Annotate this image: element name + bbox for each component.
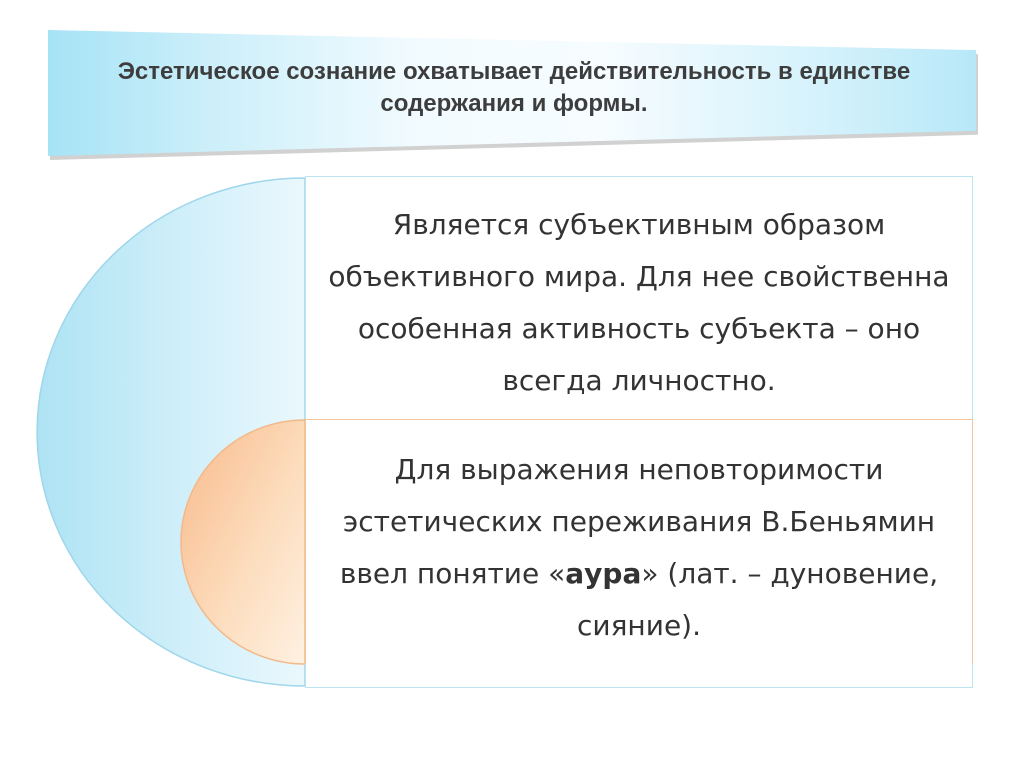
term-aura: аура	[565, 557, 642, 590]
text-block-top	[305, 176, 973, 420]
text-block-top-content: Является субъективным образом объективного мира. Для нее свойственна особенная активность субъекта – оно всегда личностно.	[328, 208, 950, 397]
slide-title: Эстетическое сознание охватывает действительность в единстве содержания и формы.	[117, 58, 911, 117]
text-block-bottom-content	[306, 444, 972, 652]
text-before-term: Для выражения неповторимости эстетических переживания В.Беньямин ввел понятие «	[339, 453, 936, 590]
outer-frame-bottom	[305, 664, 973, 688]
text-after-term: » (лат. – дуновение, сияние).	[577, 557, 939, 642]
text-block-bottom	[305, 419, 973, 665]
